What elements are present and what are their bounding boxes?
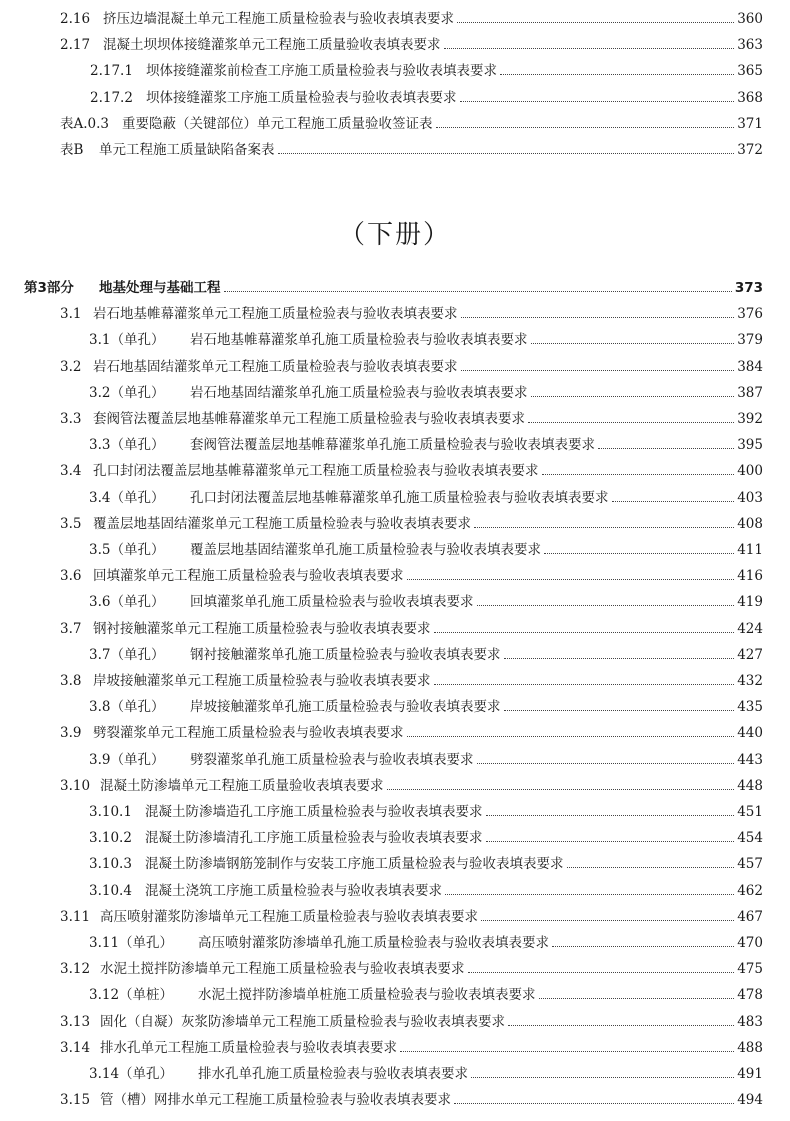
toc-entry-title: 孔口封闭法覆盖层地基帷幕灌浆单孔施工质量检验表与验收表填表要求 [190,489,609,506]
toc-entry-number: 3.13 [60,1013,91,1030]
toc-entry-page: 475 [737,960,763,977]
toc-entry[interactable] [0,1085,790,1111]
toc-entry[interactable] [0,797,790,823]
toc-entry-title: 岩石地基固结灌浆单元工程施工质量检验表与验收表填表要求 [93,358,458,375]
toc-entry-page: 491 [737,1065,763,1082]
toc-entry[interactable] [0,902,790,928]
toc-entry[interactable] [0,1059,790,1085]
toc-entry-page: 408 [737,515,763,532]
toc-entry-page: 373 [734,279,763,296]
toc-entry-page: 411 [737,541,763,558]
toc-entry-page: 443 [737,751,763,768]
toc-entry-number: 3.4 [60,462,82,479]
toc-entry[interactable] [0,823,790,849]
toc-entry[interactable] [0,561,790,587]
toc-entry[interactable] [0,666,790,692]
toc-entry-number: 3.9（单孔） [89,751,165,768]
volume-heading: （下册） [338,220,451,250]
toc-entry-page: 360 [737,10,763,27]
dot-leader [544,553,734,554]
toc-entry-page: 419 [737,593,763,610]
toc-entry-number: 2.17.2 [90,89,133,106]
dot-leader [542,474,735,475]
toc-entry-title: 钢衬接触灌浆单元工程施工质量检验表与验收表填表要求 [93,620,431,637]
toc-entry-title: 地基处理与基础工程 [99,279,221,296]
dot-leader [407,579,735,580]
toc-entry-page: 365 [737,62,763,79]
dot-leader [400,1051,734,1052]
toc-entry-title: 水泥土搅拌防渗墙单元工程施工质量检验表与验收表填表要求 [100,960,465,977]
toc-entry-number: 3.14（单孔） [89,1065,174,1082]
toc-entry[interactable] [0,614,790,640]
toc-entry-title: 高压喷射灌浆防渗墙单孔施工质量检验表与验收表填表要求 [198,934,549,951]
toc-entry[interactable] [0,954,790,980]
toc-entry-title: 套阀管法覆盖层地基帷幕灌浆单元工程施工质量检验表与验收表填表要求 [93,410,525,427]
toc-entry[interactable] [0,273,790,299]
toc-entry[interactable] [0,352,790,378]
dot-leader [531,343,735,344]
dot-leader [612,501,735,502]
toc-entry-page: 427 [737,646,763,663]
toc-entry-title: 混凝土防渗墙单元工程施工质量验收表填表要求 [100,777,384,794]
toc-entry-title: 岩石地基固结灌浆单孔施工质量检验表与验收表填表要求 [190,384,528,401]
dot-leader [508,1025,734,1026]
dot-leader [461,317,735,318]
toc-entry[interactable] [0,456,790,482]
toc-entry[interactable] [0,1007,790,1033]
toc-entry-title: 钢衬接触灌浆单孔施工质量检验表与验收表填表要求 [190,646,501,663]
toc-entry-number: 2.17.1 [90,62,133,79]
toc-entry[interactable] [0,849,790,875]
toc-entry-page: 454 [737,829,763,846]
toc-entry-number: 表A.0.3 [60,115,110,132]
dot-leader [278,153,735,154]
toc-entry-title: 混凝土坝坝体接缝灌浆单元工程施工质量验收表填表要求 [103,36,441,53]
toc-entry-page: 363 [737,36,763,53]
dot-leader [445,894,734,895]
dot-leader [598,448,734,449]
toc-entry-page: 457 [737,855,763,872]
dot-leader [454,1103,734,1104]
dot-leader [444,48,735,49]
dot-leader [434,684,735,685]
toc-entry-number: 3.12（单桩） [89,986,174,1003]
toc-entry-page: 451 [737,803,763,820]
toc-entry-page: 400 [737,462,763,479]
toc-entry-title: 劈裂灌浆单孔施工质量检验表与验收表填表要求 [190,751,474,768]
toc-entry-number: 3.14 [60,1039,91,1056]
dot-leader [460,101,735,102]
toc-entry[interactable] [0,378,790,404]
toc-entry-page: 392 [737,410,763,427]
toc-entry-number: 3.3（单孔） [89,436,165,453]
toc-entry[interactable] [0,980,790,1006]
toc-entry[interactable] [0,30,790,56]
toc-entry[interactable] [0,325,790,351]
toc-entry[interactable] [0,535,790,561]
dot-leader [224,291,732,292]
toc-entry[interactable] [0,4,790,30]
toc-entry-number: 2.16 [60,10,91,27]
toc-entry-title: 单元工程施工质量缺陷备案表 [99,141,275,158]
toc-entry-title: 排水孔单元工程施工质量检验表与验收表填表要求 [100,1039,397,1056]
toc-entry-number: 3.3 [60,410,82,427]
toc-entry-title: 覆盖层地基固结灌浆单元工程施工质量检验表与验收表填表要求 [93,515,471,532]
toc-entry-page: 424 [737,620,763,637]
dot-leader [531,396,735,397]
toc-entry-number: 2.17 [60,36,91,53]
toc-entry-title: 岸坡接触灌浆单元工程施工质量检验表与验收表填表要求 [93,672,431,689]
toc-entry-title: 回填灌浆单元工程施工质量检验表与验收表填表要求 [93,567,404,584]
toc-entry[interactable] [0,109,790,135]
toc-entry-page: 470 [737,934,763,951]
toc-entry[interactable] [0,83,790,109]
toc-entry-title: 固化（自凝）灰浆防渗墙单元工程施工质量检验表与验收表填表要求 [100,1013,505,1030]
toc-entry-page: 467 [737,908,763,925]
toc-entry[interactable] [0,771,790,797]
dot-leader [434,632,735,633]
toc-entry[interactable] [0,692,790,718]
toc-entry-number: 3.1 [60,305,82,322]
toc-entry[interactable] [0,718,790,744]
toc-entry-page: 403 [737,489,763,506]
toc-entry-number: 3.2（单孔） [89,384,165,401]
toc-entry-number: 3.12 [60,960,91,977]
toc-entry-title: 岩石地基帷幕灌浆单元工程施工质量检验表与验收表填表要求 [93,305,458,322]
dot-leader [504,710,735,711]
toc-entry-number: 3.10 [60,777,91,794]
toc-entry-number: 3.9 [60,724,82,741]
dot-leader [552,946,734,947]
toc-entry-title: 高压喷射灌浆防渗墙单元工程施工质量检验表与验收表填表要求 [100,908,478,925]
toc-entry-title: 岸坡接触灌浆单孔施工质量检验表与验收表填表要求 [190,698,501,715]
toc-entry-title: 水泥土搅拌防渗墙单桩施工质量检验表与验收表填表要求 [198,986,536,1003]
toc-entry-title: 覆盖层地基固结灌浆单孔施工质量检验表与验收表填表要求 [190,541,541,558]
toc-entry-title: 套阀管法覆盖层地基帷幕灌浆单孔施工质量检验表与验收表填表要求 [190,436,595,453]
dot-leader [474,527,734,528]
toc-entry-page: 494 [737,1091,763,1108]
dot-leader [539,998,735,999]
toc-entry-page: 371 [737,115,763,132]
dot-leader [486,841,735,842]
toc-entry[interactable] [0,1033,790,1059]
dot-leader [436,127,735,128]
toc-entry[interactable] [0,640,790,666]
toc-entry-number: 3.10.4 [89,882,132,899]
toc-entry[interactable] [0,483,790,509]
toc-entry-number: 3.10.1 [89,803,132,820]
dot-leader [477,763,735,764]
toc-entry-page: 435 [737,698,763,715]
toc-entry[interactable] [0,430,790,456]
toc-entry[interactable] [0,404,790,430]
dot-leader [457,22,734,23]
toc-entry-title: 排水孔单孔施工质量检验表与验收表填表要求 [198,1065,468,1082]
toc-entry-title: 劈裂灌浆单元工程施工质量检验表与验收表填表要求 [93,724,404,741]
toc-entry-number: 3.8 [60,672,82,689]
dot-leader [481,920,734,921]
toc-entry-page: 395 [737,436,763,453]
toc-entry-page: 368 [737,89,763,106]
toc-entry[interactable] [0,56,790,82]
toc-entry-number: 3.4（单孔） [89,489,165,506]
toc-entry-number: 3.5（单孔） [89,541,165,558]
dot-leader [468,972,735,973]
dot-leader [528,422,734,423]
toc-entry[interactable] [0,876,790,902]
dot-leader [477,605,735,606]
toc-entry[interactable] [0,745,790,771]
toc-entry-page: 440 [737,724,763,741]
dot-leader [567,867,735,868]
toc-entry-page: 376 [737,305,763,322]
toc-entry-title: 混凝土防渗墙清孔工序施工质量检验表与验收表填表要求 [145,829,483,846]
toc-entry-title: 混凝土防渗墙钢筋笼制作与安装工序施工质量检验表与验收表填表要求 [145,855,564,872]
toc-entry-number: 3.7 [60,620,82,637]
toc-entry-number: 3.1（单孔） [89,331,165,348]
toc-entry-number: 3.11 [60,908,91,925]
toc-entry-number: 3.15 [60,1091,91,1108]
toc-entry-page: 416 [737,567,763,584]
toc-entry-number: 3.7（单孔） [89,646,165,663]
dot-leader [461,370,735,371]
toc-entry-page: 488 [737,1039,763,1056]
toc-entry[interactable] [0,299,790,325]
toc-entry-title: 回填灌浆单孔施工质量检验表与验收表填表要求 [190,593,474,610]
toc-entry-number: 3.8（单孔） [89,698,165,715]
toc-entry-number: 3.10.2 [89,829,132,846]
toc-entry-page: 483 [737,1013,763,1030]
toc-entry-page: 384 [737,358,763,375]
toc-entry-page: 372 [737,141,763,158]
toc-entry-page: 448 [737,777,763,794]
dot-leader [504,658,735,659]
dot-leader [471,1077,734,1078]
toc-entry-number: 3.10.3 [89,855,132,872]
toc-entry-page: 387 [737,384,763,401]
toc-entry-number: 3.11（单孔） [89,934,174,951]
toc-entry-page: 462 [737,882,763,899]
toc-entry-title: 重要隐蔽（关键部位）单元工程施工质量验收签证表 [122,115,433,132]
toc-entry-title: 挤压边墙混凝土单元工程施工质量检验表与验收表填表要求 [103,10,454,27]
toc-entry-page: 478 [737,986,763,1003]
toc-entry[interactable] [0,587,790,613]
dot-leader [387,789,735,790]
toc-entry-number: 3.5 [60,515,82,532]
dot-leader [486,815,735,816]
toc-entry[interactable] [0,135,790,161]
toc-entry-title: 坝体接缝灌浆前检查工序施工质量检验表与验收表填表要求 [146,62,497,79]
toc-entry-page: 379 [737,331,763,348]
toc-entry-number: 3.6 [60,567,82,584]
toc-entry-title: 管（槽）网排水单元工程施工质量检验表与验收表填表要求 [100,1091,451,1108]
toc-entry[interactable] [0,509,790,535]
toc-entry-number: 3.2 [60,358,82,375]
toc-entry-number: 3.6（单孔） [89,593,165,610]
toc-entry-number: 第3部分 [24,279,74,296]
toc-entry-title: 坝体接缝灌浆工序施工质量检验表与验收表填表要求 [146,89,457,106]
toc-entry-page: 432 [737,672,763,689]
toc-entry[interactable] [0,928,790,954]
toc-entry-title: 岩石地基帷幕灌浆单孔施工质量检验表与验收表填表要求 [190,331,528,348]
dot-leader [407,736,735,737]
toc-entry-title: 混凝土防渗墙造孔工序施工质量检验表与验收表填表要求 [145,803,483,820]
dot-leader [500,74,734,75]
toc-entry-title: 孔口封闭法覆盖层地基帷幕灌浆单元工程施工质量检验表与验收表填表要求 [93,462,539,479]
toc-entry-title: 混凝土浇筑工序施工质量检验表与验收表填表要求 [145,882,442,899]
toc-entry-number: 表B [60,141,84,158]
